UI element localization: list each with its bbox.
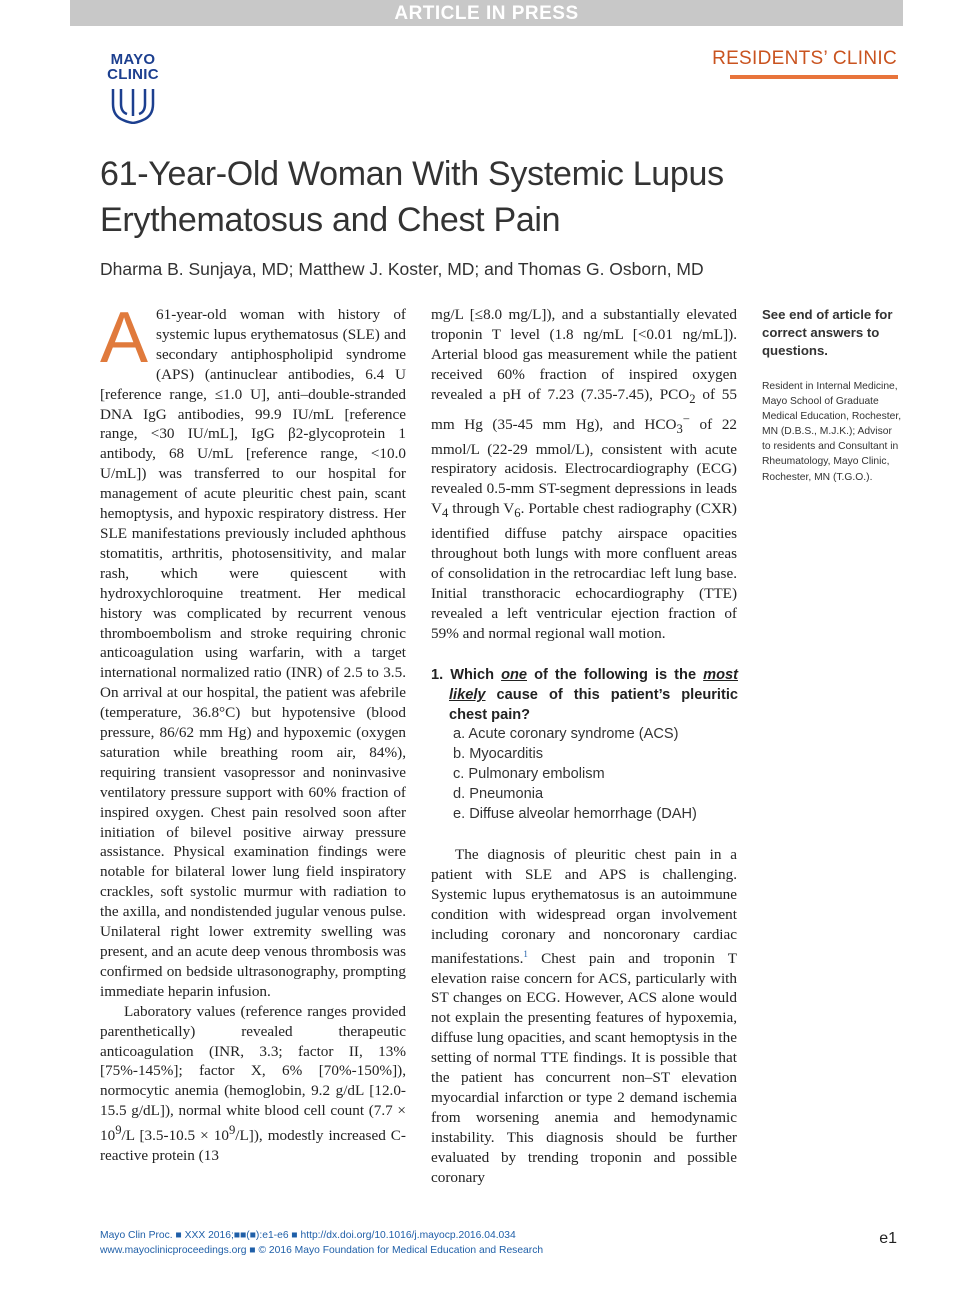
question-1 xyxy=(431,665,738,825)
shield-icon xyxy=(109,86,157,124)
paragraph-text: 61-year-old woman with history of systemic lupus erythematosus (SLE) and secondary antiphospholipid syndrome (APS) (antinuclear antibodies, 6.4 U [reference range, ≤1.0 U], anti–double-stranded DNA IgG antibodies, 99.9 IU/mL [reference range, <30 IU/mL], IgG β2-glycoprotein 1 antibody, 68 U/mL [reference range, <10.0 U/mL]) was transferred to our hospital for management of acute pleuritic chest pain, scant hemoptysis, and hypoxic respiratory distress. Her SLE manifestations previously included aphthous stomatitis, arthritis, photosensitivity, and malar rash, which were quiescent with hydroxychloroquine treatment. Her medical history was complicated by recurrent venous thromboembolism and stroke requiring chronic anticoagulation using warfarin, with a target international normalized ratio (INR) of 2.5 to 3.5. On arrival at our hospital, the patient was afebrile (temperature, 36.8°C) but hypotensive (blood pressure, 86/62 mm Hg) and hypoxemic (oxygen saturation while breathing room air, 84%), requiring transient vasopressor and noninvasive ventilatory pressure support with 60% fraction of inspired oxygen. Chest pain resolved soon after initiation of bilevel positive airway pressure assistance. Physical examination findings were notable for bilateral lower lung field inspiratory crackles, soft systolic murmur with radiation to the axilla, and nondistended jugular venous pulse. Unilateral right lower extremity swelling was present, and an acute deep venous thrombosis was confirmed on bedside ultrasonography, prompting immediate heparin infusion. xyxy=(100,306,406,1000)
paragraph-discussion: The diagnosis of pleuritic chest pain in a patient with SLE and APS is challenging. Systemic lupus erythematosus is an autoimmune condition with widespread organ involvement including coronary and noncoronary cardiac manifestations.$^1$ Chest pain and troponin T elevation raise concern for ACS, particularly with ST changes on ECG. However, ACS alone would not explain the presenting features of hypoxemia, diffuse lung opacities, and scant hemoptysis in the setting of normal TTE findings. It is possible that the patient has concurrent non–ST elevation myocardial infarction or type 2 demand ischemia from worsening anemia and hemodynamic instability. This diagnosis should be further evaluated by trending troponin and possible coronary xyxy=(431,846,737,1186)
answer-option: d. Pneumonia xyxy=(453,785,544,802)
paragraph-case-presentation xyxy=(100,298,406,1002)
article-title: 61-Year-Old Woman With Systemic Lupus Erythematosus and Chest Pain xyxy=(100,155,724,239)
article-in-press-banner: ARTICLE IN PRESS xyxy=(70,0,903,26)
question-text: 1. Which one of the following is the most likely cause of this patient’s pleuritic chest pain? xyxy=(431,667,738,723)
answer-options xyxy=(431,725,738,825)
body-column-2-lower xyxy=(431,845,737,1187)
paragraph-laboratory-cont: mg/L [≤8.0 mg/L]), and a substantially elevated troponin T level (1.8 ng/mL [<0.01 ng/mL]). Arterial blood gas measurement while the patient received 60% fraction of inspired oxygen revealed a pH of 7.23 (7.35-7.45), $PCO_2$ of 55 mm Hg (35-45 mm Hg), and $HCO_3^-$ of 22 mmol/L (22-29 mmol/L), consistent with acute respiratory acidosis. Electrocardiography (ECG) revealed 0.5-mm ST-segment depressions in leads $V_4$ through $V_6$. Portable chest radiography (CXR) identified diffuse patchy airspace opacities throughout both lungs with more confluent areas of consolidation in the retrocardiac left lung base. Initial transthoracic echocardiography (TTE) revealed a left ventricular ejection fraction of 59% and normal regional wall motion. xyxy=(431,306,738,642)
answer-option: e. Diffuse alveolar hemorrhage (DAH) xyxy=(453,805,697,822)
logo-word-clinic: CLINIC xyxy=(107,66,159,83)
body-column-1 xyxy=(100,298,406,1166)
answers-note: See end of article for correct answers to questions. xyxy=(762,307,893,358)
page-number: e1 xyxy=(879,1230,897,1247)
journal-footer[interactable]: www.mayoclinicproceedings.org ■ © 2016 Mayo Foundation for Medical Education and Research xyxy=(100,1245,544,1256)
citation-footer[interactable]: Mayo Clin Proc. ■ XXX 2016;■■(■):e1-e6 ■ http://dx.doi.org/10.1016/j.mayocp.2016.04.034 xyxy=(100,1230,516,1241)
paragraph-laboratory: Laboratory values (reference ranges provided parenthetically) revealed therapeutic anticoagulation (INR, 3.3; factor II, 13% [75%-145%]; factor X, 6% [70%-150%]), normocytic anemia (hemoglobin, 9.2 g/dL [12.0-15.5 g/dL]), normal white blood cell count ($7.7 \times 10^9/L$ $[3.5-10.5 \times 10^9/L]$), modestly increased C-reactive protein (13 xyxy=(100,1002,406,1165)
author-affiliation: Resident in Internal Medicine, Mayo School of Graduate Medical Education, Rochester, MN (D.B.S., M.J.K.); Advisor to residents and Consultant in Rheumatology, Mayo Clinic, Rochester, MN (T.G.O.). xyxy=(762,381,902,483)
section-rule xyxy=(730,75,898,79)
logo-word-mayo: MAYO xyxy=(110,51,156,68)
body-column-2 xyxy=(431,305,737,644)
mayo-clinic-logo xyxy=(98,52,168,126)
section-label: RESIDENTS’ CLINIC xyxy=(712,48,897,69)
answer-option: c. Pulmonary embolism xyxy=(453,765,605,782)
answer-option: a. Acute coronary syndrome (ACS) xyxy=(453,726,679,742)
drop-cap: A xyxy=(100,298,149,378)
author-list: Dharma B. Sunjaya, MD; Matthew J. Koster, MD; and Thomas G. Osborn, MD xyxy=(100,259,704,279)
answer-option: b. Myocarditis xyxy=(453,745,544,762)
